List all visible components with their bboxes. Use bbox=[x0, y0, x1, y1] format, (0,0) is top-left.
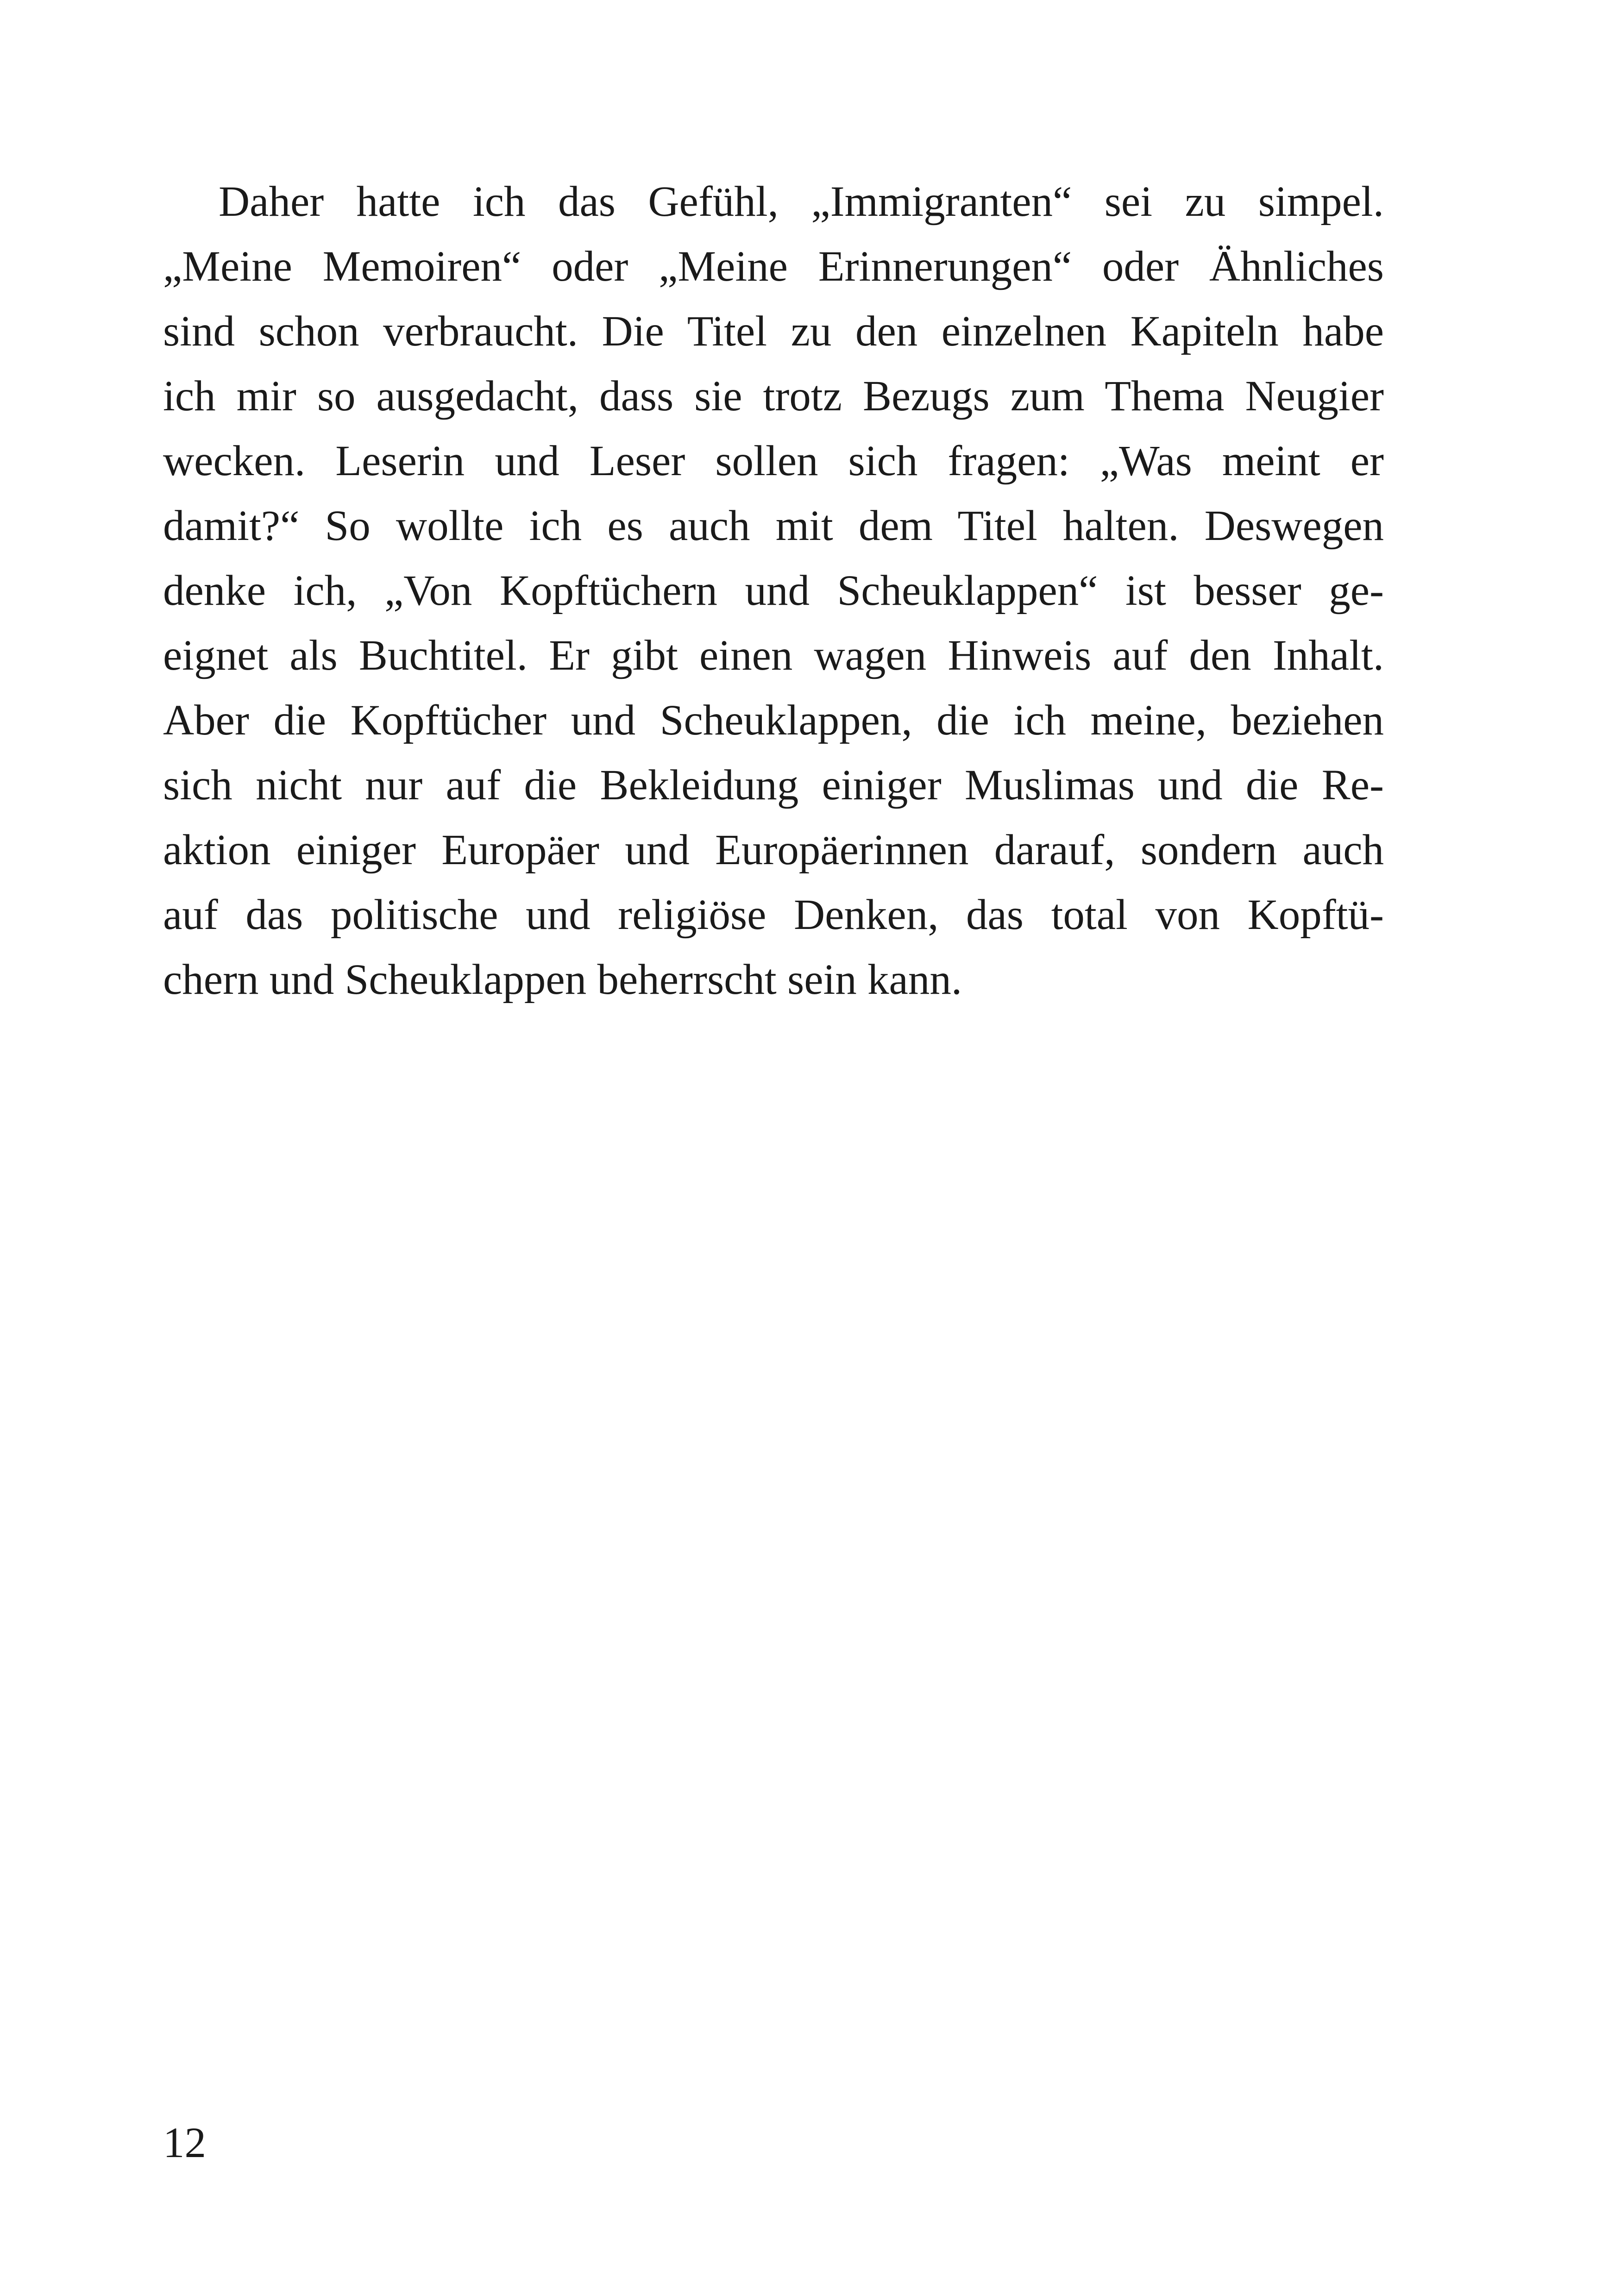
text-line: wecken. Leserin und Leser sollen sich fragen: „Was meint er bbox=[163, 437, 1384, 485]
text-line: aktion einiger Europäer und Europäerinnen darauf, sondern auch bbox=[163, 826, 1384, 874]
text-line: chern und Scheuklappen beherrscht sein kann. bbox=[163, 956, 962, 1004]
text-line: Aber die Kopftücher und Scheuklappen, die ich meine, beziehen bbox=[163, 696, 1384, 744]
page-number: 12 bbox=[163, 2119, 206, 2167]
text-line: sind schon verbraucht. Die Titel zu den einzelnen Kapiteln habe bbox=[163, 307, 1384, 355]
text-line: Daher hatte ich das Gefühl, „Immigranten“ sei zu simpel. bbox=[219, 178, 1384, 226]
text-line: damit?“ So wollte ich es auch mit dem Titel halten. Deswegen bbox=[163, 502, 1384, 550]
text-line: ich mir so ausgedacht, dass sie trotz Bezugs zum Thema Neugier bbox=[163, 372, 1384, 420]
body-paragraph bbox=[163, 169, 1384, 1012]
text-line: denke ich, „Von Kopftüchern und Scheuklappen“ ist besser ge- bbox=[163, 567, 1384, 615]
text-line: sich nicht nur auf die Bekleidung einiger Muslimas und die Re- bbox=[163, 761, 1384, 809]
text-line: „Meine Memoiren“ oder „Meine Erinnerungen“ oder Ähnliches bbox=[163, 243, 1384, 290]
text-line: eignet als Buchtitel. Er gibt einen wagen Hinweis auf den Inhalt. bbox=[163, 632, 1384, 679]
text-line: auf das politische und religiöse Denken, das total von Kopftü- bbox=[163, 891, 1384, 939]
